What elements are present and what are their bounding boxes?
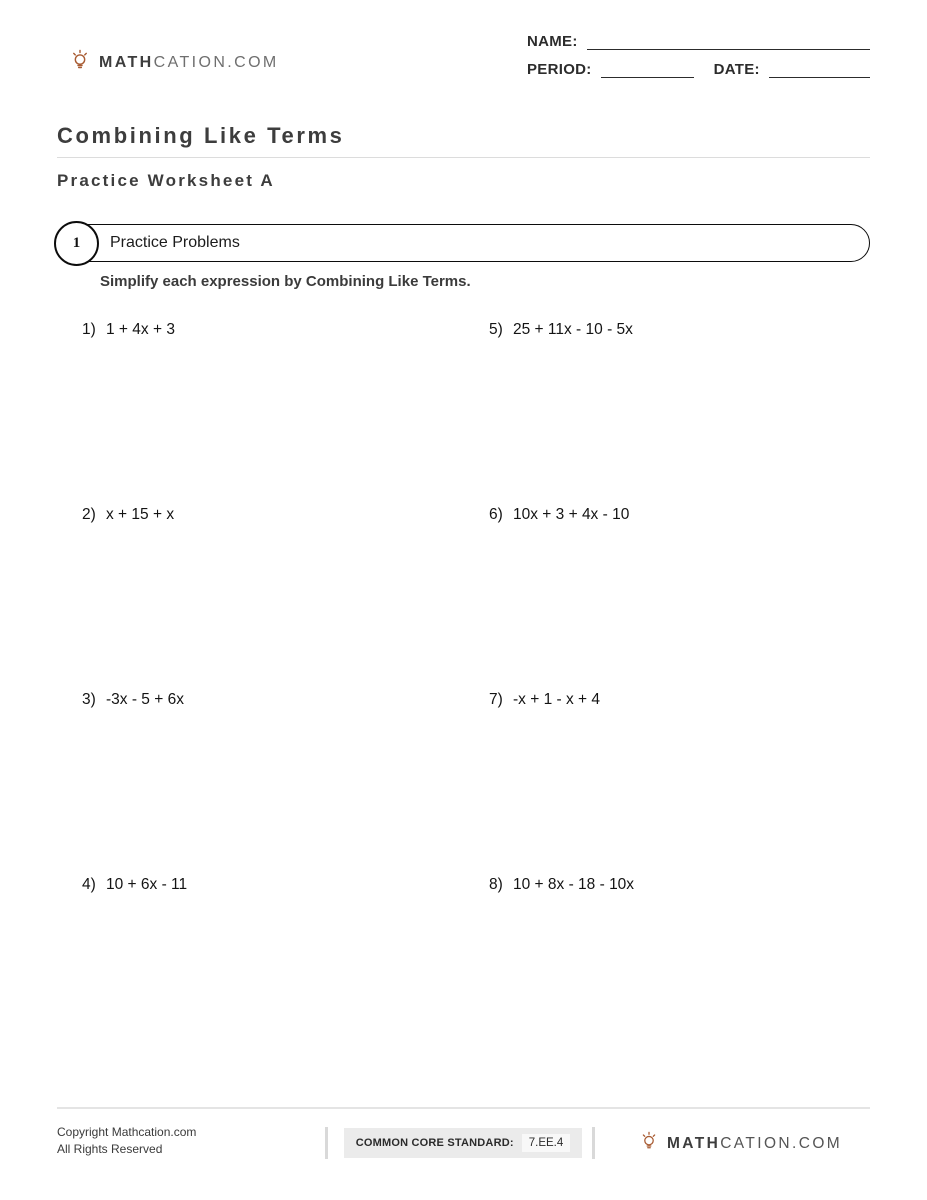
brand-light: CATION.COM <box>153 53 279 71</box>
problem-number: 1) <box>82 321 96 338</box>
name-blank-line <box>587 35 870 50</box>
name-label: NAME: <box>527 33 578 50</box>
section-title: Practice Problems <box>110 234 240 251</box>
brand-bold: MATH <box>667 1134 721 1152</box>
problem-number: 7) <box>489 691 503 708</box>
problem-expression: 10 + 8x - 18 - 10x <box>513 876 635 893</box>
instruction-text: Simplify each expression by Combining Like Terms. <box>100 273 471 290</box>
brand-text <box>667 1135 842 1153</box>
problem-expression: -x + 1 - x + 4 <box>513 691 601 708</box>
copyright-text <box>57 1124 196 1159</box>
section-banner <box>57 224 870 262</box>
problem-number: 2) <box>82 506 96 523</box>
footer-separator-left <box>325 1127 328 1159</box>
problem-number: 8) <box>489 876 503 893</box>
problem-8 <box>489 876 634 894</box>
section-number-badge: 1 <box>54 221 99 266</box>
standard-value: 7.EE.4 <box>522 1134 571 1152</box>
footer-separator-right <box>592 1127 595 1159</box>
lightbulb-icon <box>640 1131 658 1156</box>
problem-expression: x + 15 + x <box>106 506 175 523</box>
lightbulb-icon <box>70 49 90 76</box>
problem-expression: 10x + 3 + 4x - 10 <box>513 506 630 523</box>
problem-4 <box>82 876 187 894</box>
problem-6 <box>489 506 629 524</box>
period-blank-line <box>601 63 694 78</box>
period-date-row <box>527 61 870 78</box>
title-divider <box>57 157 870 158</box>
problem-1 <box>82 321 175 339</box>
brand-text <box>99 54 279 72</box>
problem-5 <box>489 321 633 339</box>
problem-expression: 1 + 4x + 3 <box>106 321 175 338</box>
problem-number: 4) <box>82 876 96 893</box>
problem-2 <box>82 506 174 524</box>
page-title: Combining Like Terms <box>57 123 345 148</box>
copyright-line-2: All Rights Reserved <box>57 1142 163 1157</box>
brand-bold: MATH <box>99 53 154 71</box>
mathcation-footer-logo <box>640 1131 842 1156</box>
worksheet-subtitle: Practice Worksheet A <box>57 171 275 190</box>
problem-expression: 25 + 11x - 10 - 5x <box>513 321 633 338</box>
footer-divider <box>57 1107 870 1109</box>
common-core-standard-badge <box>344 1128 582 1158</box>
problem-expression: -3x - 5 + 6x <box>106 691 184 708</box>
period-label: PERIOD: <box>527 61 592 78</box>
problem-number: 5) <box>489 321 503 338</box>
date-label: DATE: <box>713 61 760 78</box>
copyright-line-1: Copyright Mathcation.com <box>57 1125 197 1139</box>
name-row <box>527 33 870 50</box>
problem-7 <box>489 691 600 709</box>
problem-3 <box>82 691 184 709</box>
mathcation-logo <box>70 49 279 76</box>
brand-light: CATION.COM <box>720 1134 843 1152</box>
problem-number: 6) <box>489 506 503 523</box>
date-blank-line <box>769 63 870 78</box>
student-info-fields <box>527 33 870 89</box>
problem-number: 3) <box>82 691 96 708</box>
problem-expression: 10 + 6x - 11 <box>106 876 188 893</box>
standard-label: COMMON CORE STANDARD: <box>355 1137 514 1149</box>
